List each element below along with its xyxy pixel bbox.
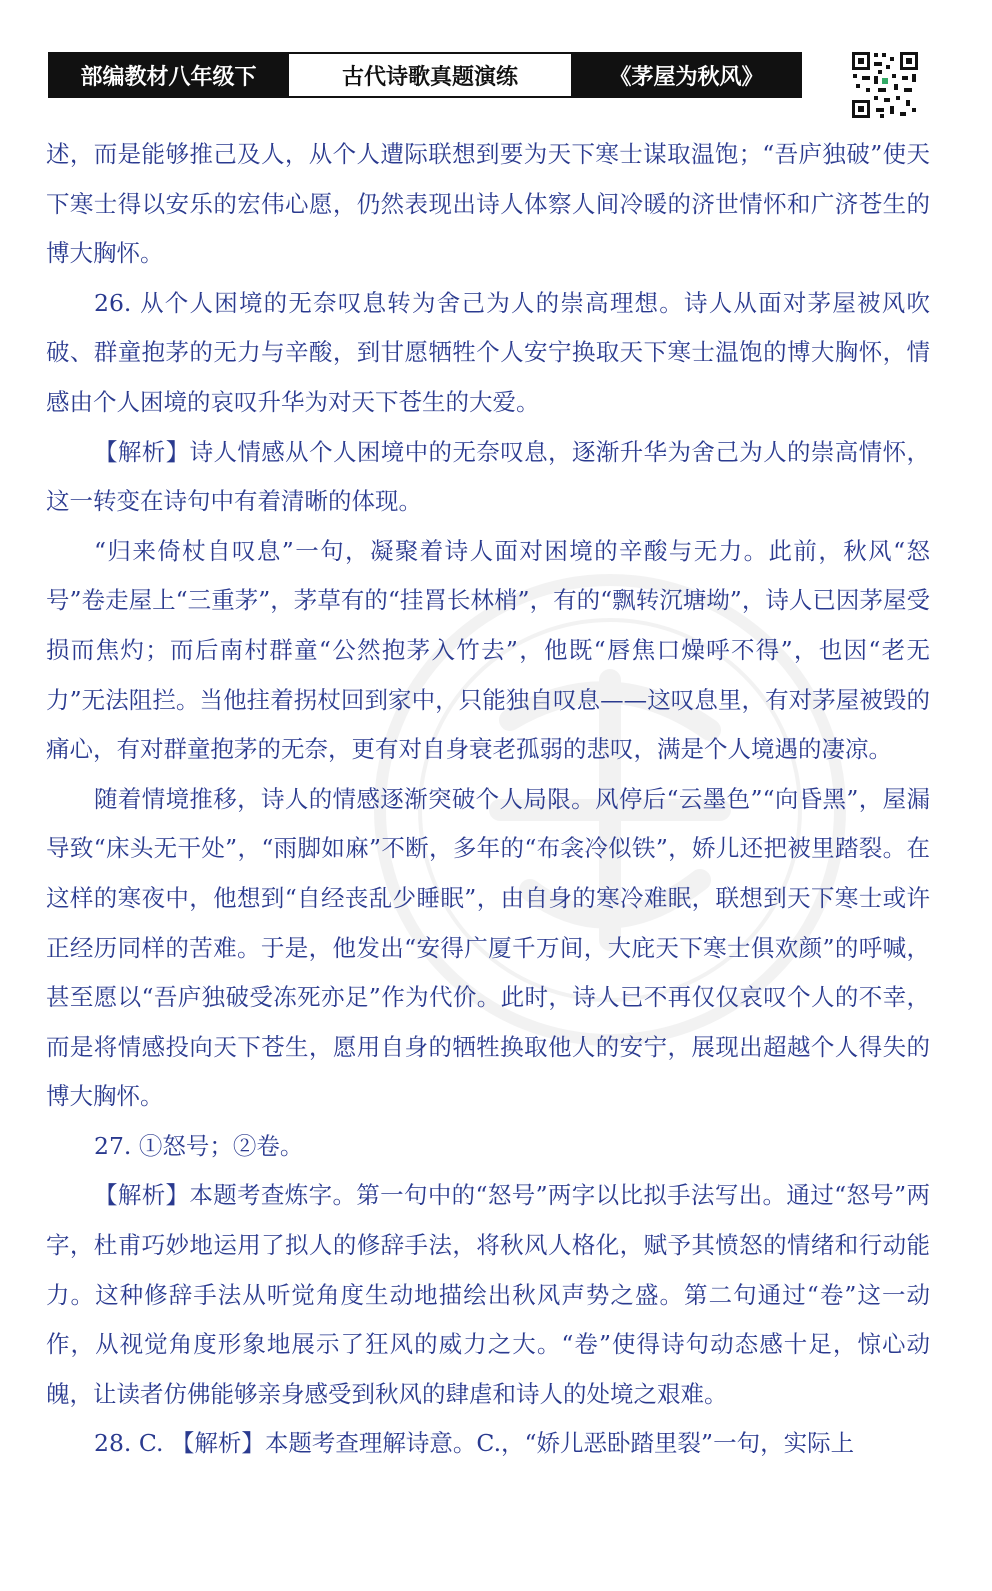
paragraph-continuation: 述，而是能够推己及人，从个人遭际联想到要为天下寒士谋取温饱；“吾庐独破”使天下寒士得以安乐的宏伟心愿，仍然表现出诗人体察人间冷暖的济世情怀和广济苍生的博大胸怀。 [46,140,930,268]
answer-26: 26. 从个人困境的无奈叹息转为舍己为人的崇高理想。诗人从面对茅屋被风吹破、群童抱茅的无力与辛酸，到甘愿牺牲个人安宁换取天下寒士温饱的博大胸怀，情感由个人困境的哀叹升华为对天下苍生的大爱。 [46,288,930,416]
answer-content [46,130,930,1469]
page-header [48,52,802,98]
header-poem-title: 《茅屋为秋风》 [573,54,800,96]
answer-27: 27. ①怒号；②卷。 [94,1131,304,1160]
analysis-26-part1: “归来倚杖自叹息”一句，凝聚着诗人面对困境的辛酸与无力。此前，秋风“怒号”卷走屋上“三重茅”，茅草有的“挂罥长林梢”，有的“飘转沉塘坳”，诗人已因茅屋受损而焦灼；而后南村群童“公然抱茅入竹去”，他既“唇焦口燥呼不得”，也因“老无力”无法阻拦。当他拄着拐杖回到家中，只能独自叹息——这叹息里，有对茅屋被毁的痛心，有对群童抱茅的无奈，更有对自身衰老孤弱的悲叹，满是个人境遇的凄凉。 [46,536,930,764]
header-topic-label: 古代诗歌真题演练 [287,54,573,96]
analysis-27: 【解析】本题考查炼字。第一句中的“怒号”两字以比拟手法写出。通过“怒号”两字，杜甫巧妙地运用了拟人的修辞手法，将秋风人格化，赋予其愤怒的情绪和行动能力。这种修辞手法从听觉角度生动地描绘出秋风声势之盛。第二句通过“卷”这一动作，从视觉角度形象地展示了狂风的威力之大。“卷”使得诗句动态感十足，惊心动魄，让读者仿佛能够亲身感受到秋风的肆虐和诗人的处境之艰难。 [46,1181,930,1408]
qr-code-icon [850,50,920,120]
answer-28: 28. C. 【解析】本题考查理解诗意。C.，“娇儿恶卧踏里裂”一句，实际上 [94,1429,855,1458]
analysis-26-intro: 【解析】诗人情感从个人困境中的无奈叹息，逐渐升华为舍己为人的崇高情怀，这一转变在诗句中有着清晰的体现。 [46,437,930,516]
analysis-26-part2: 随着情境推移，诗人的情感逐渐突破个人局限。风停后“云墨色”“向昏黑”，屋漏导致“床头无干处”，“雨脚如麻”不断，多年的“布衾冷似铁”，娇儿还把被里踏裂。在这样的寒夜中，他想到“自经丧乱少睡眠”，由自身的寒冷难眠，联想到天下寒士或许正经历同样的苦难。于是，他发出“安得广厦千万间，大庇天下寒士俱欢颜”的呼喊，甚至愿以“吾庐独破受冻死亦足”作为代价。此时，诗人已不再仅仅哀叹个人的不幸，而是将情感投向天下苍生，愿用自身的牺牲换取他人的安宁，展现出超越个人得失的博大胸怀。 [46,784,930,1111]
header-textbook-label: 部编教材八年级下 [50,54,287,96]
